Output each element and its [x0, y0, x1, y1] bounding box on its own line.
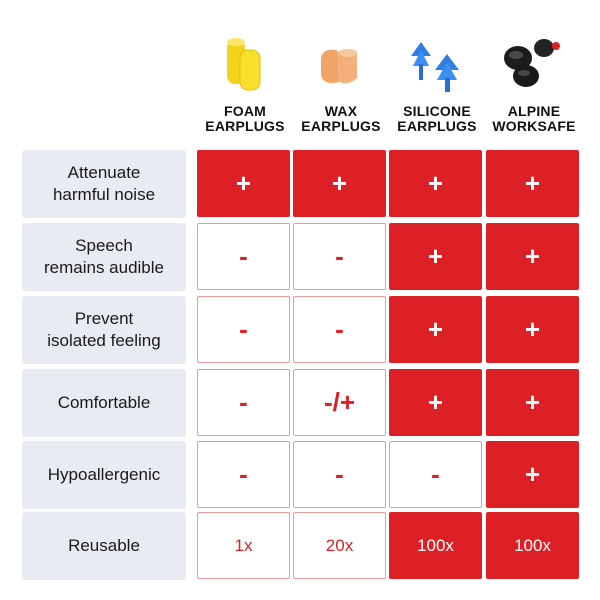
cell-value: -/+ [323, 387, 356, 417]
comparison-cell [197, 369, 290, 436]
cell-value: 100x [514, 535, 551, 555]
product-alpine [486, 20, 582, 140]
comparison-cell [197, 296, 290, 363]
cell-value: + [427, 241, 444, 271]
comparison-cell [197, 150, 290, 217]
comparison-cell [293, 223, 386, 290]
cell-value: + [524, 241, 541, 271]
comparison-cell [389, 441, 482, 508]
row-label-text: Reusable [68, 536, 140, 555]
cell-value: + [427, 314, 444, 344]
row-label-text: Speech remains audible [43, 236, 164, 277]
row-label-speech [22, 223, 186, 291]
comparison-cell [197, 223, 290, 290]
comparison-cell [293, 369, 386, 436]
comparison-cell [486, 441, 579, 508]
comparison-cell [197, 441, 290, 508]
comparison-cell [486, 223, 579, 290]
yellow-foam-earplugs-icon [197, 28, 293, 98]
cell-value: 20x [325, 535, 354, 555]
cell-value: - [239, 314, 248, 344]
product-foam [197, 20, 293, 140]
row-label-attenuate [22, 150, 186, 218]
cell-value: - [431, 459, 440, 489]
cell-value: + [427, 387, 444, 417]
comparison-cell [293, 150, 386, 217]
cell-value: 100x [417, 535, 454, 555]
row-label-text: Attenuate harmful noise [52, 163, 156, 204]
cell-value: + [235, 168, 252, 198]
cell-value: 1x [234, 535, 253, 555]
cell-value: - [239, 241, 248, 271]
comparison-cell [389, 296, 482, 363]
comparison-cell [389, 150, 482, 217]
cell-value: + [524, 168, 541, 198]
comparison-cell [486, 150, 579, 217]
row-label-prevent [22, 296, 186, 364]
comparison-cell [389, 512, 482, 579]
black-alpine-earplugs-icon [486, 28, 582, 98]
comparison-cell [486, 296, 579, 363]
row-label-text: Hypoallergenic [47, 465, 161, 484]
comparison-cell [486, 512, 579, 579]
cell-value: - [335, 241, 344, 271]
comparison-cell [197, 512, 290, 579]
product-name: ALPINE WORKSAFE [492, 103, 576, 134]
comparison-cell [389, 223, 482, 290]
product-name: WAX EARPLUGS [301, 103, 381, 134]
row-label-text: Prevent isolated feeling [47, 309, 161, 350]
cell-value: + [331, 168, 348, 198]
blue-silicone-earplugs-icon [389, 28, 485, 98]
comparison-cell [486, 369, 579, 436]
cell-value: + [524, 459, 541, 489]
row-label-hypoallergenic [22, 441, 186, 509]
cell-value: - [335, 314, 344, 344]
cell-value: - [239, 459, 248, 489]
cell-value: + [524, 314, 541, 344]
orange-wax-earplugs-icon [293, 28, 389, 98]
comparison-cell [293, 512, 386, 579]
comparison-cell [389, 369, 482, 436]
comparison-cell [293, 296, 386, 363]
product-name: SILICONE EARPLUGS [397, 103, 477, 134]
cell-value: + [524, 387, 541, 417]
row-label-comfortable [22, 369, 186, 437]
cell-value: - [239, 387, 248, 417]
comparison-cell [293, 441, 386, 508]
row-label-reusable [22, 512, 186, 580]
row-label-text: Comfortable [57, 393, 151, 412]
cell-value: + [427, 168, 444, 198]
cell-value: - [335, 459, 344, 489]
product-silicone [389, 20, 485, 140]
product-wax [293, 20, 389, 140]
product-name: FOAM EARPLUGS [205, 103, 285, 134]
